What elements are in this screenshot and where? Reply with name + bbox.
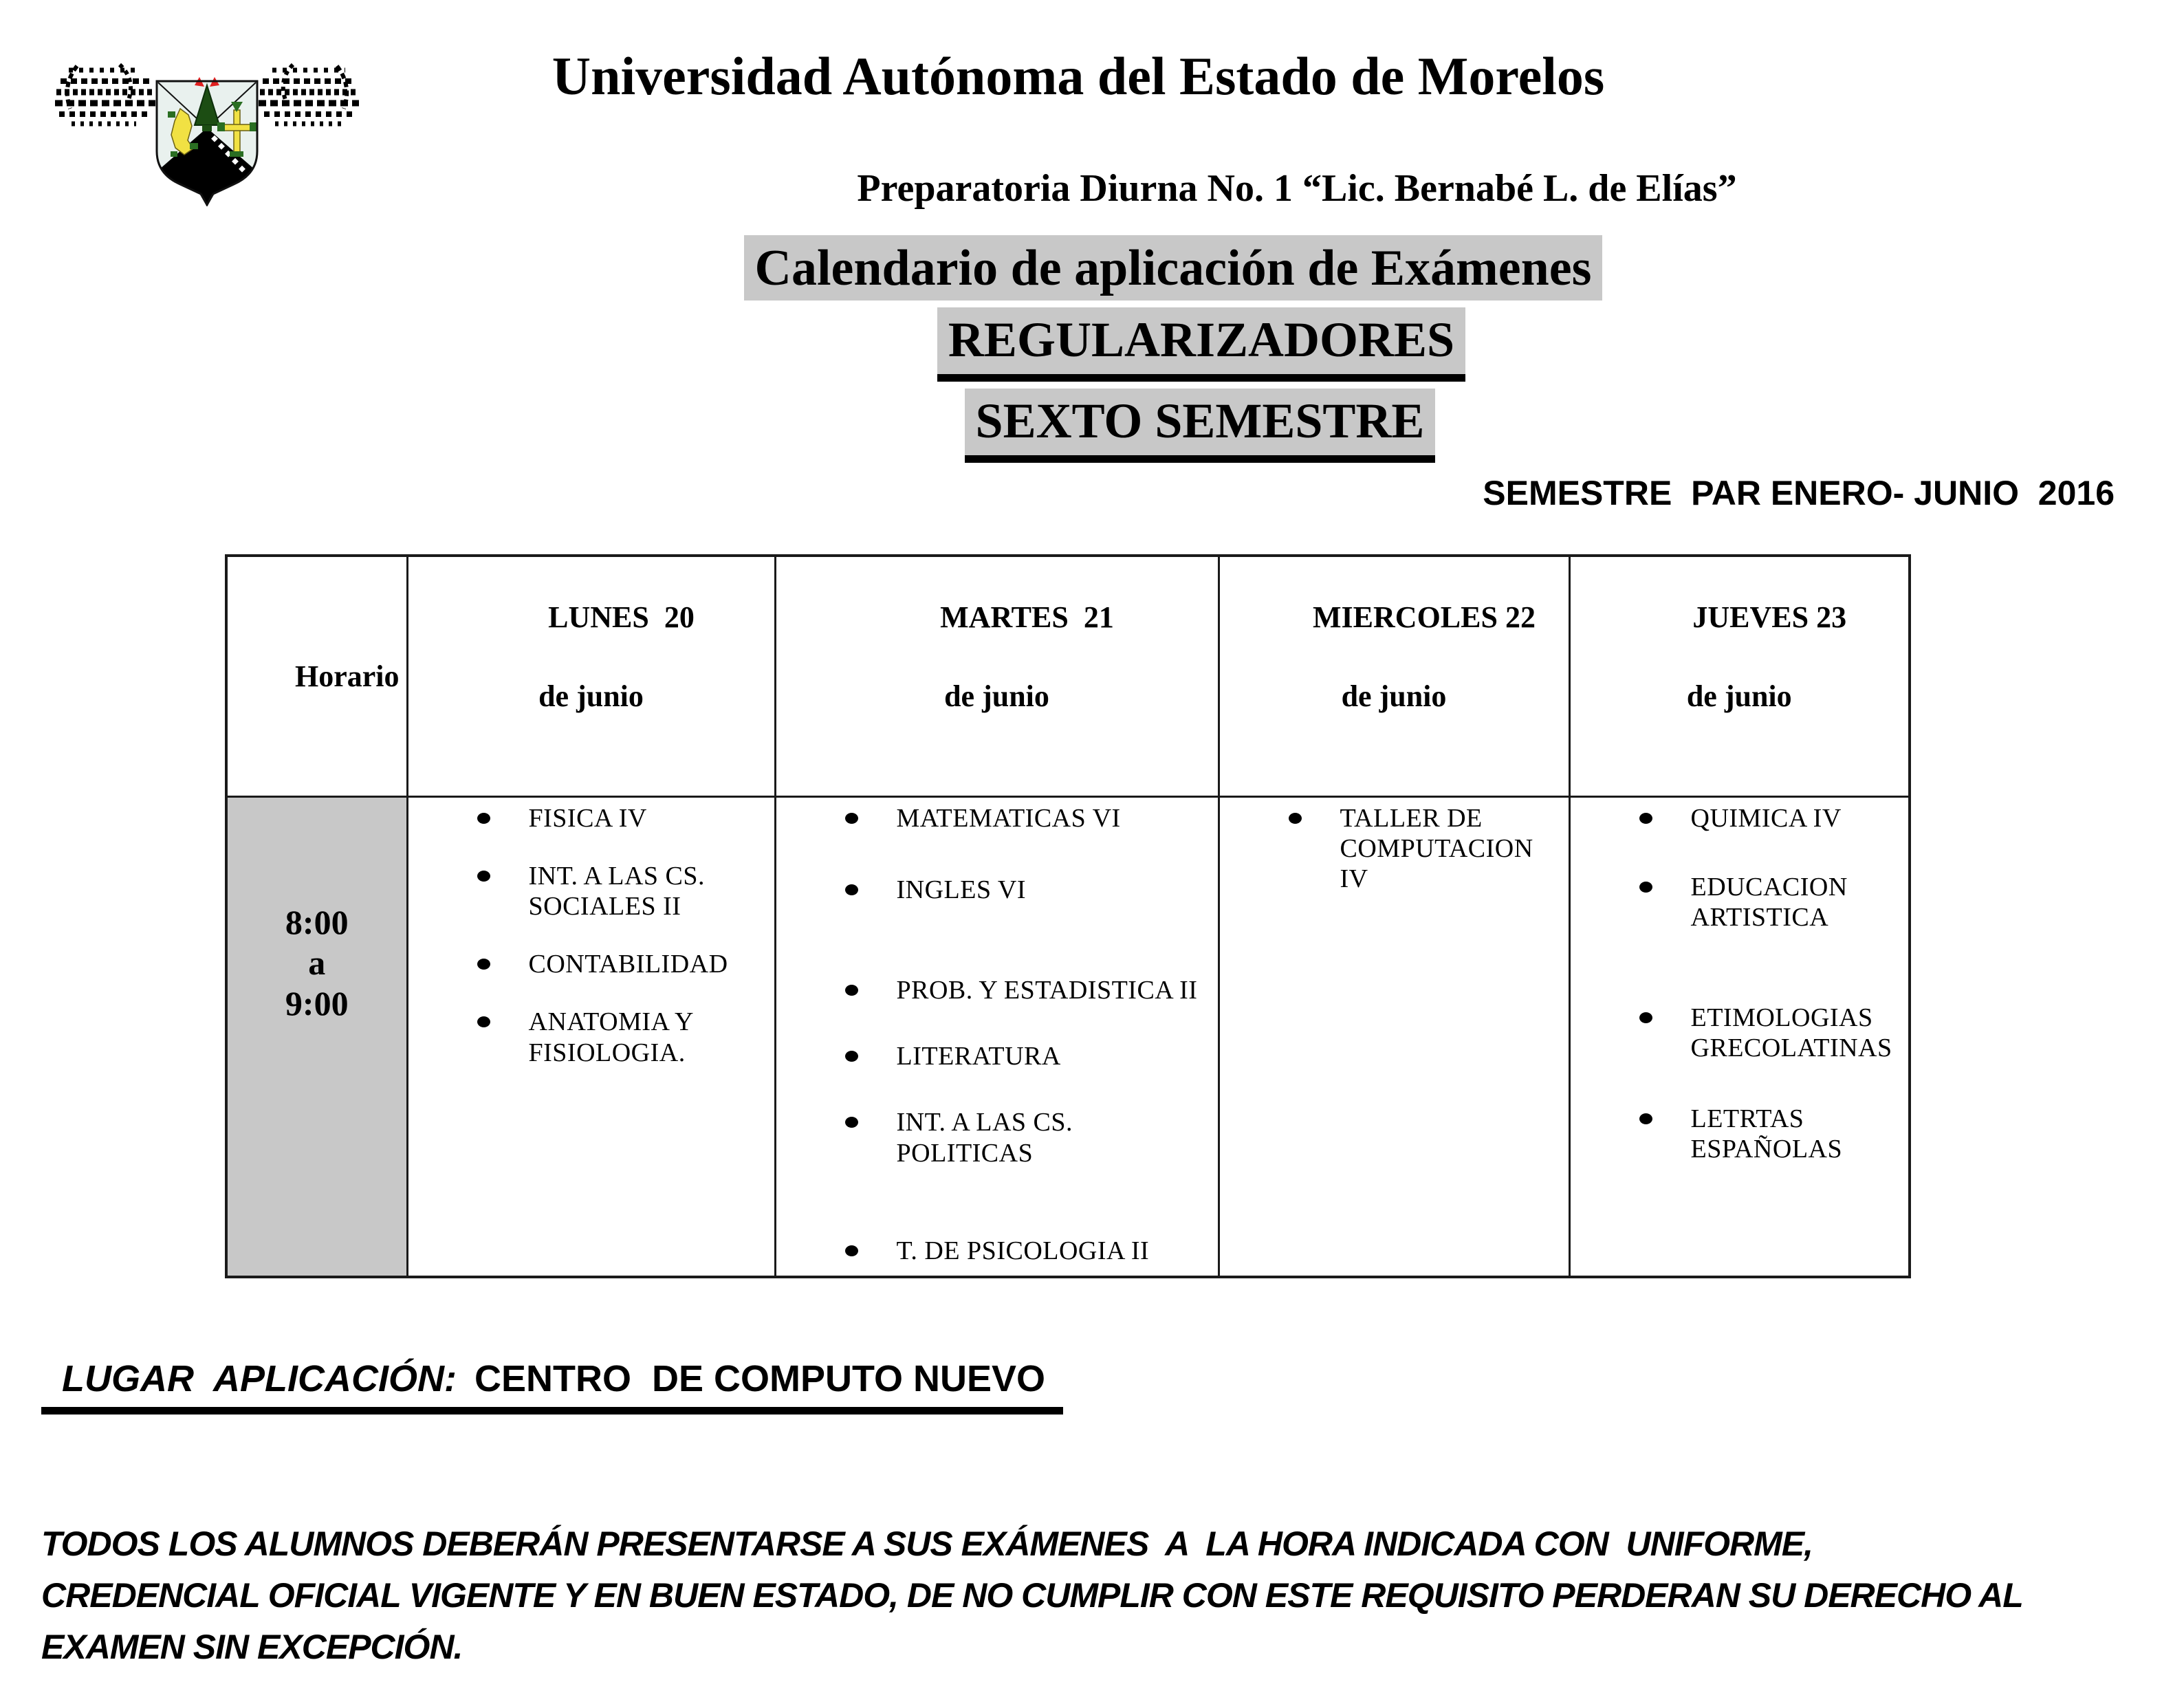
header-horario <box>226 556 407 797</box>
exam-item <box>1289 803 1564 894</box>
bullet-icon <box>477 959 490 970</box>
exam-item <box>845 975 1214 1005</box>
exam-subject: T. DE PSICOLOGIA II <box>896 1236 1150 1265</box>
cell-lunes <box>407 797 775 1277</box>
bullet-icon <box>845 1117 858 1128</box>
title-sexto-semestre: SEXTO SEMESTRE <box>965 389 1436 463</box>
title-block <box>0 235 2184 470</box>
bullet-icon <box>1639 1113 1652 1124</box>
exam-schedule-table <box>225 554 1911 1278</box>
exam-list-jueves <box>1571 803 1905 1164</box>
cell-martes <box>775 797 1219 1277</box>
exam-subject: INT. A LAS CS. SOCIALES II <box>528 862 706 921</box>
exam-subject: ANATOMIA Y FISIOLOGIA. <box>528 1007 694 1067</box>
exam-item <box>1639 1003 1905 1063</box>
time-connector: a <box>308 943 326 983</box>
bullet-icon <box>1639 813 1652 824</box>
header-jueves <box>1569 556 1910 797</box>
bullet-icon <box>845 985 858 996</box>
exam-subject: INT. A LAS CS. POLITICAS <box>896 1108 1073 1168</box>
university-name: Universidad Autónoma del Estado de Morelos <box>552 46 1605 106</box>
exam-subject: ETIMOLOGIAS GRECOLATINAS <box>1690 1003 1892 1063</box>
header-jueves-title: JUEVES 23 <box>1692 600 1847 635</box>
header-miercoles-title: MIERCOLES 22 <box>1313 600 1536 635</box>
bullet-icon <box>845 813 858 824</box>
exam-item <box>845 1041 1214 1071</box>
exam-list-martes <box>776 803 1214 1266</box>
exam-subject: MATEMATICAS VI <box>896 804 1121 833</box>
location-value: CENTRO DE COMPUTO NUEVO <box>474 1358 1046 1399</box>
application-location-line <box>41 1315 1063 1415</box>
header-lunes-subtitle: de junio <box>538 679 644 713</box>
header-martes <box>775 556 1219 797</box>
exam-item <box>845 1107 1214 1168</box>
header-jueves-subtitle: de junio <box>1686 679 1792 713</box>
school-name: Preparatoria Diurna No. 1 “Lic. Bernabé L. de Elías” <box>857 167 1737 210</box>
time-start: 8:00 <box>285 903 349 942</box>
exam-item <box>1639 803 1905 833</box>
bullet-icon <box>1289 813 1302 824</box>
exam-item <box>845 875 1214 905</box>
exam-item <box>845 1236 1214 1266</box>
document-title: Calendario de aplicación de Exámenes <box>744 235 1603 301</box>
exam-notice: TODOS LOS ALUMNOS DEBERÁN PRESENTARSE A SUS EXÁMENES A LA HORA INDICADA CON UNIFORME, CREDENCIAL OFICIAL VIGENTE Y EN BUEN ESTADO, DE NO CUMPLIR CON ESTE REQUISITO PERDERAN SU DERECHO AL EXAMEN SIN EXCEPCIÓN. <box>41 1525 2023 1666</box>
bullet-icon <box>477 1016 490 1027</box>
bullet-icon <box>477 813 490 824</box>
schedule-body-row <box>226 797 1910 1277</box>
header-lunes <box>407 556 775 797</box>
exam-item <box>477 949 770 979</box>
bullet-icon <box>845 1051 858 1062</box>
header-miercoles-subtitle: de junio <box>1341 679 1447 713</box>
exam-subject: EDUCACION ARTISTICA <box>1690 873 1848 932</box>
exam-item <box>477 1007 770 1067</box>
exam-subject: CONTABILIDAD <box>528 950 728 979</box>
exam-item <box>845 803 1214 833</box>
bullet-icon <box>477 871 490 882</box>
bullet-icon <box>1639 882 1652 893</box>
cell-miercoles <box>1219 797 1569 1277</box>
exam-list-lunes <box>408 803 770 1067</box>
title-line-2-row <box>0 307 2184 382</box>
cell-jueves <box>1569 797 1910 1277</box>
bullet-icon <box>1639 1012 1652 1023</box>
header-martes-subtitle: de junio <box>944 679 1049 713</box>
bullet-icon <box>845 1245 858 1256</box>
location-label: LUGAR APLICACIÓN: <box>62 1358 457 1399</box>
exam-item <box>1639 1104 1905 1164</box>
header-horario-label: Horario <box>294 659 400 693</box>
exam-list-miercoles <box>1220 803 1564 894</box>
exam-subject: PROB. Y ESTADISTICA II <box>896 976 1198 1005</box>
exam-item <box>477 803 770 833</box>
exam-subject: LETRTAS ESPAÑOLAS <box>1690 1104 1843 1164</box>
title-line-3-row <box>0 389 2184 463</box>
exam-subject: TALLER DE COMPUTACION IV <box>1340 804 1533 894</box>
title-regularizadores: REGULARIZADORES <box>937 307 1465 382</box>
header-miercoles <box>1219 556 1569 797</box>
school-name-row <box>0 122 2184 210</box>
time-end: 9:00 <box>285 984 349 1023</box>
exam-subject: QUIMICA IV <box>1690 804 1842 833</box>
exam-subject: FISICA IV <box>528 804 647 833</box>
schedule-header-row <box>226 556 1910 797</box>
time-slot-cell <box>226 797 407 1277</box>
header-martes-title: MARTES 21 <box>940 600 1114 635</box>
exam-item <box>477 861 770 921</box>
exam-item <box>1639 872 1905 932</box>
exam-subject: LITERATURA <box>896 1042 1061 1071</box>
title-line-1-row <box>0 235 2184 301</box>
semester-label: SEMESTRE PAR ENERO- JUNIO 2016 <box>1483 474 2115 512</box>
header-lunes-title: LUNES 20 <box>548 600 695 635</box>
bullet-icon <box>845 884 858 895</box>
exam-subject: INGLES VI <box>896 875 1027 905</box>
